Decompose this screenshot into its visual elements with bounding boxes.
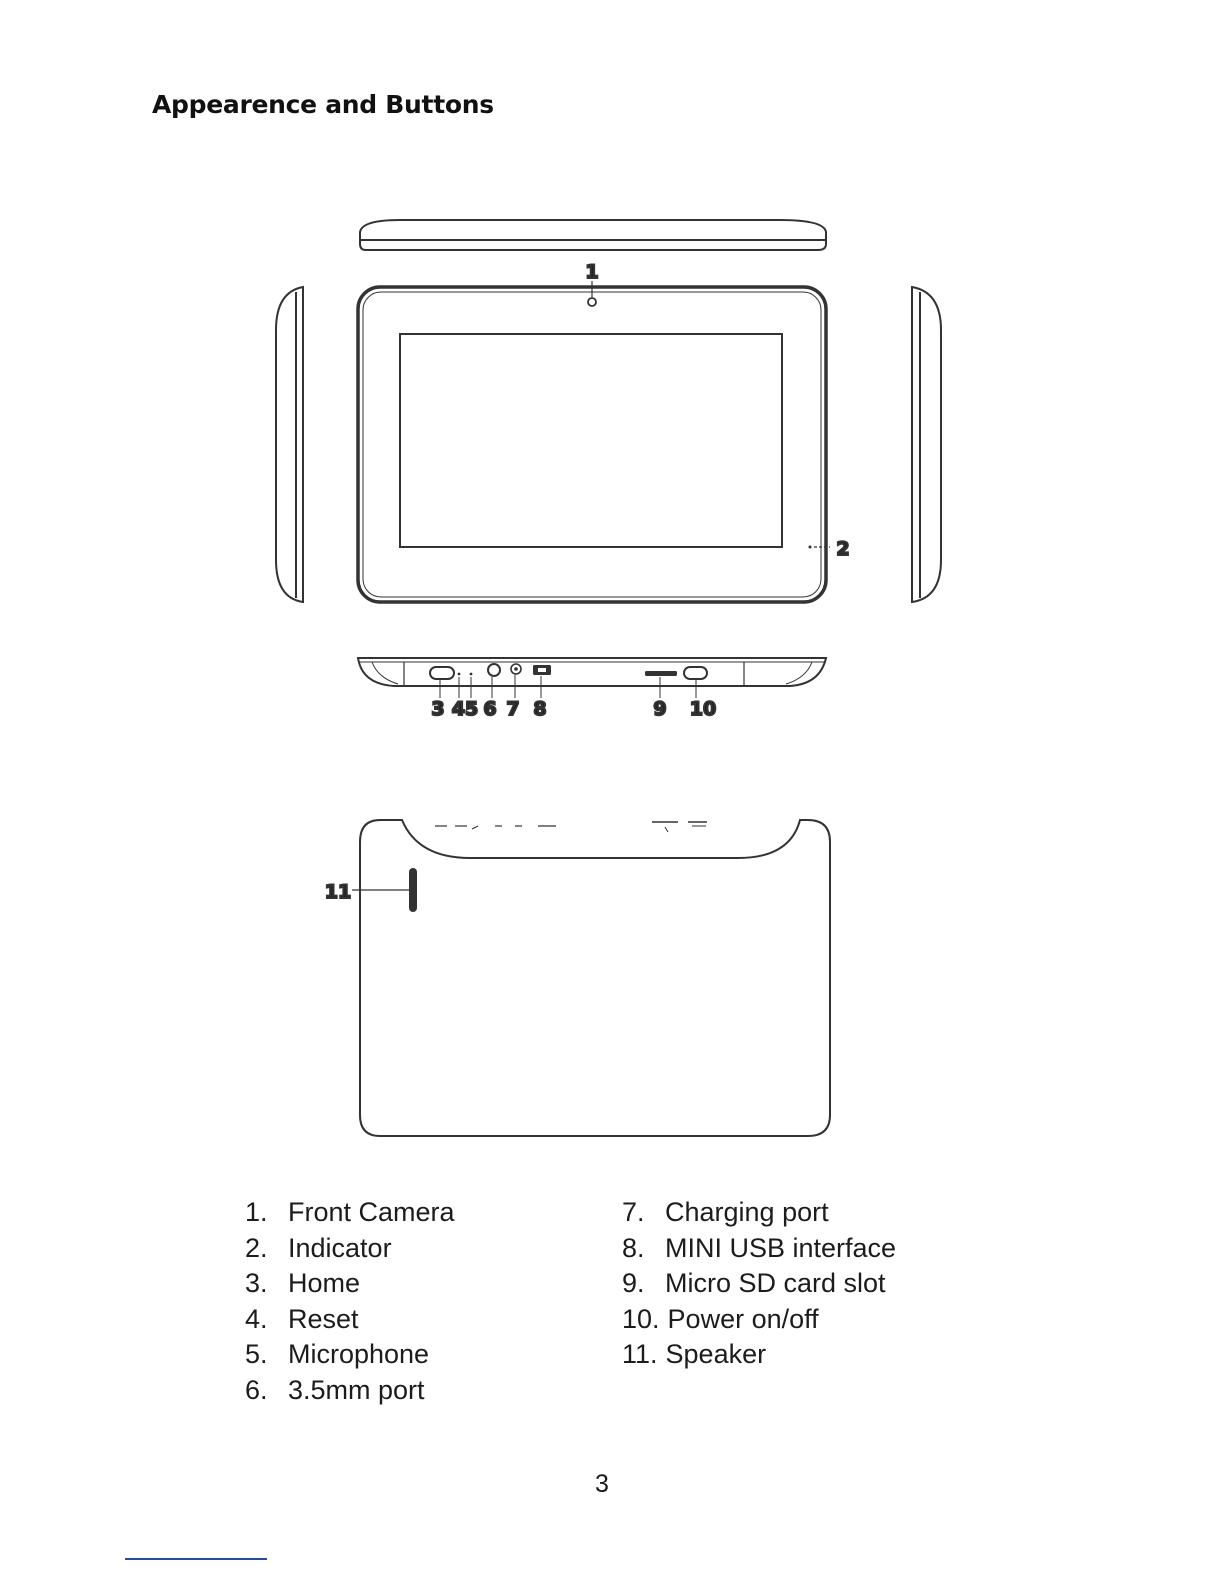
legend-item bbox=[622, 1195, 896, 1231]
legend-label: MINI USB interface bbox=[665, 1232, 897, 1263]
tablet-back-view bbox=[352, 820, 830, 1136]
legend-item bbox=[245, 1373, 455, 1409]
tablet-right-side-view bbox=[912, 287, 941, 602]
legend-item bbox=[622, 1302, 896, 1338]
tablet-top-edge-view bbox=[360, 220, 826, 250]
tablet-left-side-view bbox=[276, 287, 303, 602]
legend-left-column bbox=[245, 1195, 455, 1408]
legend-number: 4. bbox=[245, 1303, 268, 1334]
callout-8: 8 bbox=[533, 698, 547, 720]
legend-number: 3. bbox=[245, 1268, 268, 1299]
callout-10: 10 bbox=[689, 698, 717, 720]
legend-label: Charging port bbox=[665, 1197, 829, 1228]
legend-number: 10. bbox=[622, 1303, 660, 1334]
callout-3: 3 bbox=[431, 698, 445, 720]
legend-item bbox=[622, 1266, 896, 1302]
legend-item bbox=[622, 1231, 896, 1267]
legend-number: 1. bbox=[245, 1197, 268, 1228]
legend-number: 5. bbox=[245, 1339, 268, 1370]
power-button-icon bbox=[684, 667, 707, 679]
legend-number: 11. bbox=[622, 1339, 658, 1370]
tablet-bottom-edge-view bbox=[358, 658, 826, 698]
legend-item bbox=[245, 1337, 455, 1373]
page-title: Appearence and Buttons bbox=[152, 90, 494, 119]
legend-right-column bbox=[622, 1195, 896, 1373]
legend-number: 9. bbox=[622, 1268, 645, 1299]
legend-label: Microphone bbox=[288, 1339, 430, 1370]
front-camera-icon bbox=[588, 298, 596, 306]
legend-item bbox=[245, 1195, 455, 1231]
callout-7: 7 bbox=[506, 698, 520, 720]
callout-1: 1 bbox=[585, 261, 599, 283]
legend-item bbox=[245, 1302, 455, 1338]
home-button-icon bbox=[430, 667, 454, 679]
page-number: 3 bbox=[595, 1470, 609, 1498]
legend-item bbox=[245, 1231, 455, 1267]
legend-number: 2. bbox=[245, 1232, 268, 1263]
legend-label: Front Camera bbox=[288, 1197, 455, 1228]
legend-label: 3.5mm port bbox=[288, 1374, 425, 1405]
callout-11: 11 bbox=[324, 881, 352, 903]
legend-item bbox=[622, 1337, 896, 1373]
legend-number: 7. bbox=[622, 1197, 645, 1228]
legend-item bbox=[245, 1266, 455, 1302]
legend-label: Reset bbox=[288, 1303, 359, 1334]
speaker-icon bbox=[409, 868, 417, 912]
legend-label: Indicator bbox=[288, 1232, 392, 1263]
audio-jack-icon bbox=[488, 664, 500, 676]
legend-number: 8. bbox=[622, 1232, 645, 1263]
microphone-hole-icon bbox=[470, 673, 473, 676]
legend-label: Speaker bbox=[665, 1339, 767, 1370]
indicator-icon bbox=[809, 546, 812, 549]
tablet-front-view bbox=[358, 281, 830, 602]
legend-number: 6. bbox=[245, 1374, 268, 1405]
reset-hole-icon bbox=[458, 673, 461, 676]
callout-2: 2 bbox=[836, 538, 850, 560]
callout-9: 9 bbox=[653, 698, 667, 720]
sd-card-slot-icon bbox=[645, 671, 677, 676]
callout-6: 6 bbox=[483, 698, 497, 720]
callout-4-5: 45 bbox=[451, 698, 479, 720]
legend-label: Power on/off bbox=[667, 1303, 819, 1334]
legend-label: Home bbox=[288, 1268, 361, 1299]
footer-rule bbox=[125, 1558, 267, 1560]
legend-label: Micro SD card slot bbox=[665, 1268, 886, 1299]
